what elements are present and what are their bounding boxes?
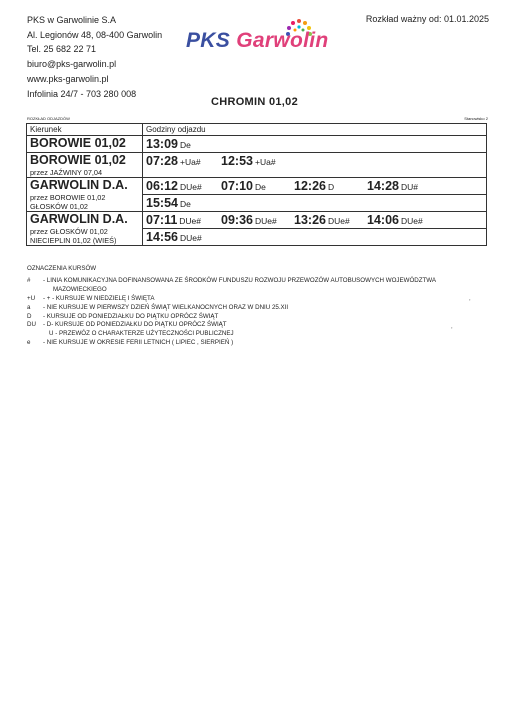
departure <box>221 153 276 170</box>
legend-text: MAZOWIECKIEGO <box>53 285 107 293</box>
stray-mark: , <box>469 296 471 302</box>
departure-mark: DUe# <box>327 216 350 226</box>
table-row <box>27 153 487 178</box>
departure <box>294 212 350 229</box>
company-logo <box>186 20 346 64</box>
times-cell <box>143 195 487 212</box>
direction-cell <box>27 212 143 246</box>
table-row <box>27 136 487 153</box>
direction-cell <box>27 178 143 212</box>
legend-code: DU <box>27 321 36 329</box>
departure-mark: De <box>179 140 191 150</box>
legend-code: a <box>27 303 31 311</box>
via-text: GŁOSKÓW 01,02 <box>30 202 88 211</box>
company-info <box>27 13 162 101</box>
departure-mark: DU# <box>400 182 418 192</box>
col-direction-header: Kierunek <box>27 124 143 136</box>
table-row <box>27 178 487 195</box>
direction-cell <box>27 136 143 153</box>
legend-code: e <box>27 339 31 347</box>
departure-mark: De <box>254 182 266 192</box>
legend-text: - NIE KURSUJE W OKRESIE FERII LETNICH ( LIPIEC , SIERPIEŃ ) <box>43 339 234 347</box>
legend-text: - NIE KURSUJE W PIERWSZY DZIEŃ ŚWIĄT WIELKANOCNYCH ORAZ W DNIU 25.XII <box>43 303 289 311</box>
times-cell <box>143 153 487 178</box>
legend-item <box>27 304 436 313</box>
departure-time: 12:26 <box>294 179 326 193</box>
departure-time: 13:26 <box>294 213 326 227</box>
departure <box>367 178 418 195</box>
times-cell <box>143 178 487 195</box>
legend-items <box>27 277 436 348</box>
departure-time: 14:06 <box>367 213 399 227</box>
departure-time: 09:36 <box>221 213 253 227</box>
departure <box>146 178 202 195</box>
departure-mark: De <box>179 199 191 209</box>
direction-name: BOROWIE 01,02 <box>30 136 126 150</box>
departure-mark: DUe# <box>254 216 277 226</box>
col-times-header: Godziny odjazdu <box>143 124 487 136</box>
legend-item <box>27 330 436 339</box>
company-hotline: Infolinia 24/7 - 703 280 008 <box>27 88 137 99</box>
departure <box>221 178 266 195</box>
company-address: Al. Legionów 48, 08-400 Garwolin <box>27 29 163 40</box>
valid-from: Rozkład ważny od: 01.01.2025 <box>365 14 489 24</box>
legend-item <box>27 321 436 330</box>
company-website: www.pks-garwolin.pl <box>27 73 109 84</box>
departure-time: 06:12 <box>146 179 178 193</box>
departure <box>294 178 334 195</box>
departure-time: 13:09 <box>146 137 178 151</box>
departure <box>146 229 202 246</box>
legend-text: - D- KURSUJE OD PONIEDZIAŁKU DO PIĄTKU OPRÓCZ ŚWIĄT <box>43 321 227 329</box>
legend-text: - KURSUJE OD PONIEDZIAŁKU DO PIĄTKU OPRÓCZ ŚWIĄT <box>43 312 219 320</box>
departure-mark: DUe# <box>179 182 202 192</box>
direction-cell <box>27 153 143 178</box>
legend-code: +U <box>27 294 36 302</box>
departure-mark: DUe# <box>179 233 202 243</box>
times-cell <box>143 229 487 246</box>
departure-mark: D <box>327 182 335 192</box>
legend-text: U - PRZEWÓZ O CHARAKTERZE UŻYTECZNOŚCI PUBLICZNEJ <box>49 330 234 338</box>
departure <box>146 195 191 212</box>
rozklad-label: ROZKŁAD ODJAZDÓW <box>27 116 70 121</box>
departure-mark: +Ua# <box>254 157 276 167</box>
table-header-row <box>27 124 487 136</box>
legend-text: - LINIA KOMUNIKACYJNA DOFINANSOWANA ZE ŚRODKÓW FUNDUSZU ROZWOJU PRZEWOZÓW AUTOBUSOWYCH WOJEWÓDZTWA <box>43 276 437 284</box>
departure-time: 14:56 <box>146 230 178 244</box>
legend-code: D <box>27 312 32 320</box>
departure <box>221 212 277 229</box>
direction-name: GARWOLIN D.A. <box>30 212 128 226</box>
stop-title: CHROMIN 01,02 <box>210 96 299 108</box>
table-row <box>27 212 487 229</box>
legend-item <box>27 286 436 295</box>
logo-text-pks: PKS <box>186 29 237 52</box>
via-text: przez BOROWIE 01,02 <box>30 193 106 202</box>
departure-time: 12:53 <box>221 154 253 168</box>
company-name: PKS w Garwolinie S.A <box>27 15 117 25</box>
stray-mark: , <box>451 324 453 330</box>
legend-item <box>27 277 436 286</box>
departure <box>146 136 191 153</box>
direction-name: GARWOLIN D.A. <box>30 178 128 192</box>
via-text: NIECIEPLIN 01,02 (WIEŚ) <box>30 236 117 245</box>
departure-mark: DUe# <box>400 216 423 226</box>
direction-name: BOROWIE 01,02 <box>30 153 126 167</box>
legend-text: - + - KURSUJE W NIEDZIELĘ I ŚWIĘTA <box>43 294 155 302</box>
departure-time: 15:54 <box>146 196 178 210</box>
via-text: przez GŁOSKÓW 01,02 <box>30 227 108 236</box>
departure-mark: DUe# <box>179 216 202 226</box>
times-cell <box>143 212 487 229</box>
timetable <box>26 123 487 246</box>
departure-time: 14:28 <box>367 179 399 193</box>
legend-code: # <box>27 276 31 284</box>
departure-mark: +Ua# <box>179 157 201 167</box>
legend-title: OZNACZENIA KURSÓW <box>27 265 97 272</box>
departure-time: 07:11 <box>146 213 178 227</box>
stanowisko-label: Stanowisko 2 <box>464 116 488 121</box>
legend <box>27 265 436 348</box>
via-text: przez JAŹWINY 07,04 <box>30 168 103 177</box>
departure <box>146 212 201 229</box>
legend-item <box>27 339 436 348</box>
times-cell <box>143 136 487 153</box>
departure-time: 07:10 <box>221 179 253 193</box>
departure <box>367 212 423 229</box>
departure-time: 07:28 <box>146 154 178 168</box>
company-email: biuro@pks-garwolin.pl <box>27 59 117 70</box>
logo-text-garwolin: Garwolin <box>236 29 329 52</box>
departure <box>146 153 201 170</box>
company-phone: Tel. 25 682 22 71 <box>27 44 97 55</box>
legend-item <box>27 295 436 304</box>
